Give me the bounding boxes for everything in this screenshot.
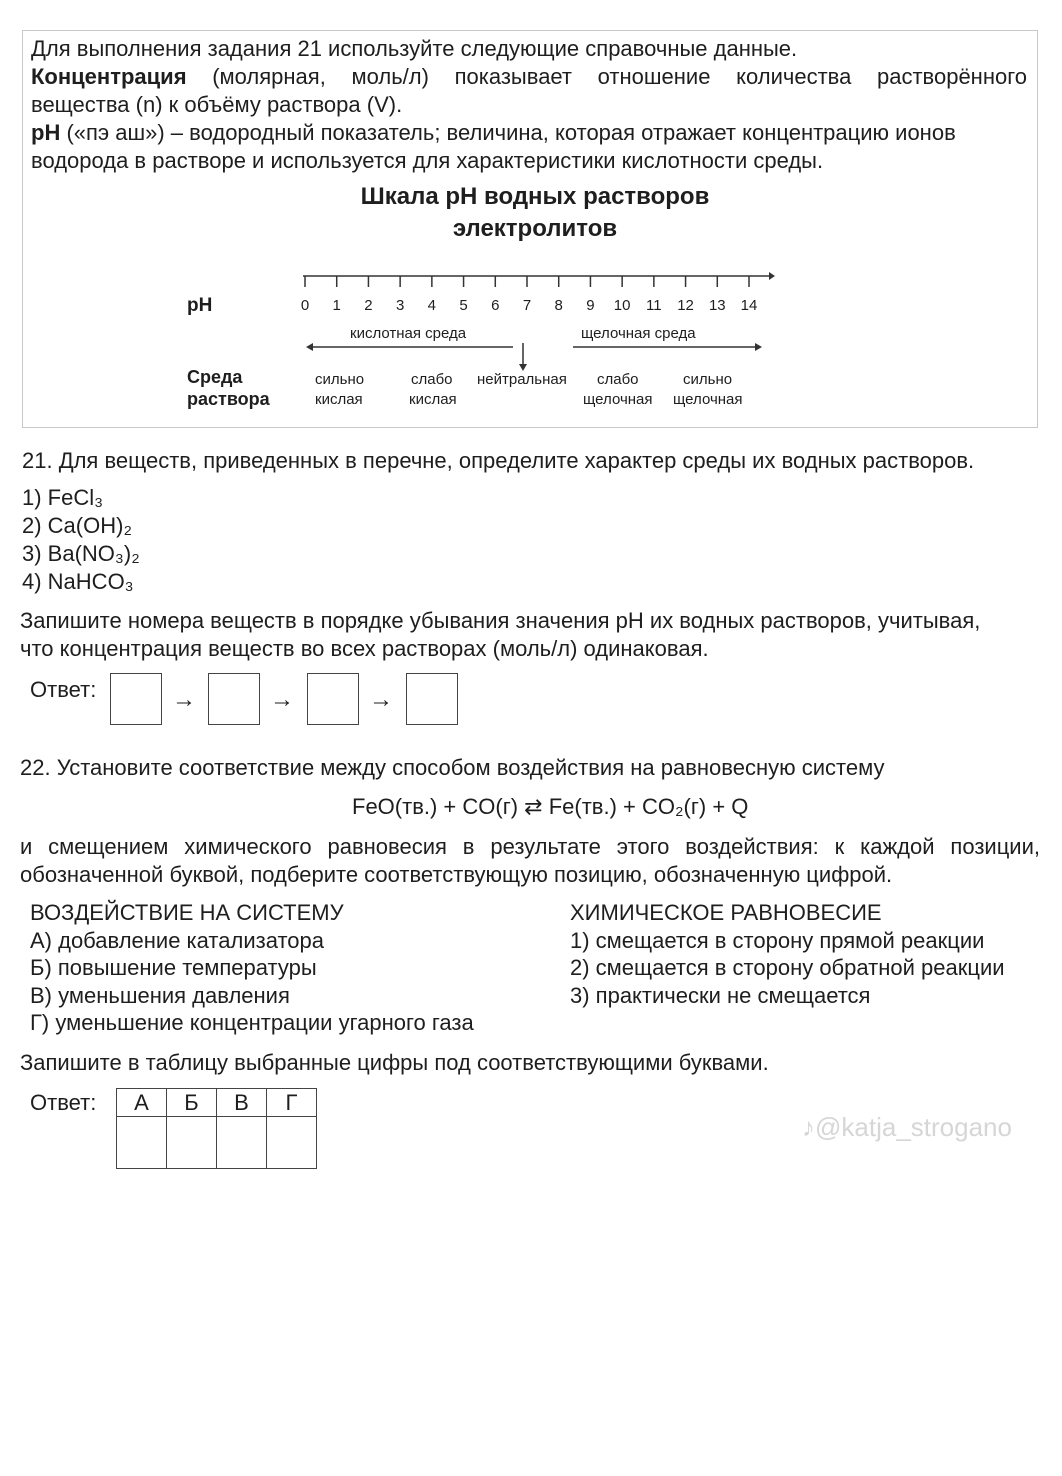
- answer-cell-a[interactable]: [117, 1117, 167, 1169]
- reference-intro: Для выполнения задания 21 используйте следующие справочные данные.: [31, 36, 798, 61]
- ph-tick-label: 3: [395, 297, 405, 314]
- ph-tick-label: 13: [708, 297, 726, 314]
- task21-item-1: 1) FeCl₃: [22, 485, 104, 510]
- ph-tick-label: 5: [459, 297, 468, 314]
- weak-acid-label-1: слабо: [411, 371, 453, 388]
- task21-answer-box-4[interactable]: [406, 673, 458, 725]
- right-item-1: 1) смещается в сторону прямой реакции: [570, 928, 985, 953]
- concentration-text: (молярная, моль/л) показывает отношение количества растворённого: [186, 64, 1027, 89]
- task21-answer-label: Ответ:: [30, 677, 97, 702]
- concentration-term: Концентрация: [31, 64, 187, 89]
- left-column-header: ВОЗДЕЙСТВИЕ НА СИСТЕМУ: [30, 900, 344, 925]
- weak-acid-label-2: кислая: [409, 391, 457, 408]
- answer-table-header-a: А: [117, 1089, 167, 1117]
- right-column-header: ХИМИЧЕСКОЕ РАВНОВЕСИЕ: [570, 900, 882, 925]
- task21-item-2: 2) Ca(OH)₂: [22, 513, 132, 538]
- scale-title-line2: электролитов: [452, 215, 618, 242]
- ph-tick-label: 0: [300, 297, 310, 314]
- acid-medium-label: кислотная среда: [350, 325, 467, 342]
- strong-alkaline-label-1: сильно: [683, 371, 733, 388]
- medium-label-line1: Среда: [187, 367, 243, 387]
- ph-definition-cont: водорода в растворе и используется для характеристики кислотности среды.: [31, 148, 824, 173]
- alkaline-arrowhead: [755, 343, 762, 351]
- task22-instruction-line1: и смещением химического равновесия в результате этого воздействия: к каждой позиции,: [20, 834, 1040, 859]
- task22-answer-table: [116, 1088, 317, 1169]
- ph-tick-label: 10: [613, 297, 631, 314]
- ph-text: («пэ аш») – водородный показатель; величина, которая отражает концентрацию ионов: [60, 120, 956, 145]
- answer-table-header-g: Г: [267, 1089, 317, 1117]
- ph-tick-label: 12: [677, 297, 694, 314]
- task21-item-3: 3) Ba(NO₃)₂: [22, 541, 140, 566]
- ph-tick-label: 11: [646, 297, 662, 314]
- ph-tick-label: 6: [491, 297, 500, 314]
- right-item-3: 3) практически не смещается: [570, 983, 871, 1008]
- answer-cell-g[interactable]: [267, 1117, 317, 1169]
- ph-tick-label: 4: [427, 297, 437, 314]
- ph-term: pH: [31, 120, 61, 145]
- neutral-marker-arrowhead: [519, 364, 527, 371]
- watermark-text: @katja_strogano: [815, 1112, 1012, 1142]
- task22-answer-label: Ответ:: [30, 1090, 97, 1115]
- strong-acid-label-1: сильно: [315, 371, 365, 388]
- ph-axis-label: pH: [187, 295, 213, 316]
- task22-table-instruction: Запишите в таблицу выбранные цифры под соответствующими буквами.: [20, 1050, 769, 1075]
- left-item-v: В) уменьшения давления: [30, 983, 290, 1008]
- ph-scale-axis-arrowhead: [769, 272, 775, 280]
- answer-table-header-v: В: [217, 1089, 267, 1117]
- answer-arrow-3: →: [369, 686, 393, 713]
- ph-tick-label: 8: [554, 297, 563, 314]
- ph-tick-label: 1: [332, 297, 341, 314]
- medium-label-line2: раствора: [187, 389, 270, 409]
- watermark: [802, 1112, 1012, 1143]
- scale-title-line1: Шкала pH водных растворов: [360, 183, 710, 210]
- answer-cell-v[interactable]: [217, 1117, 267, 1169]
- task21-item-4: 4) NaHCO₃: [22, 569, 134, 594]
- strong-acid-label-2: кислая: [315, 391, 363, 408]
- ph-tick-label: 7: [522, 297, 532, 314]
- left-item-b: Б) повышение температуры: [30, 955, 317, 980]
- left-item-a: А) добавление катализатора: [30, 928, 324, 953]
- acid-arrowhead: [306, 343, 313, 351]
- reference-box: [22, 30, 1038, 428]
- ph-scale-ticks: [305, 276, 749, 287]
- task21-instruction-line1: Запишите номера веществ в порядке убывания значения pH их водных растворов, учитывая,: [20, 608, 981, 633]
- weak-alkaline-label-1: слабо: [597, 371, 639, 388]
- answer-table-header-row: [117, 1089, 317, 1117]
- task22-question: 22. Установите соответствие между способом воздействия на равновесную систему: [20, 755, 885, 780]
- task21-instruction-line2: что концентрация веществ во всех растворах (моль/л) одинаковая.: [20, 636, 709, 661]
- task21-answer-box-3[interactable]: [307, 673, 359, 725]
- answer-table-header-b: Б: [167, 1089, 217, 1117]
- concentration-definition-cont: вещества (n) к объёму раствора (V).: [31, 92, 403, 117]
- weak-alkaline-label-2: щелочная: [583, 391, 653, 408]
- task22-instruction-line2: обозначенной буквой, подберите соответствующую позицию, обозначенную цифрой.: [20, 862, 893, 887]
- task21-answer-box-2[interactable]: [208, 673, 260, 725]
- answer-table-input-row: [117, 1117, 317, 1169]
- task21-question: 21. Для веществ, приведенных в перечне, определите характер среды их водных растворов.: [22, 448, 975, 473]
- right-item-2: 2) смещается в сторону обратной реакции: [570, 955, 1005, 980]
- strong-alkaline-label-2: щелочная: [673, 391, 743, 408]
- task21-answer-box-1[interactable]: [110, 673, 162, 725]
- task22-equation: FeO(тв.) + CO(г) ⇄ Fe(тв.) + CO₂(г) + Q: [352, 794, 749, 819]
- alkaline-medium-label: щелочная среда: [581, 325, 696, 342]
- neutral-label: нейтральная: [477, 371, 567, 388]
- ph-tick-label: 14: [740, 297, 758, 314]
- answer-arrow-2: →: [270, 686, 294, 713]
- ph-tick-label: 9: [586, 297, 595, 314]
- left-item-g: Г) уменьшение концентрации угарного газа: [30, 1010, 474, 1035]
- answer-cell-b[interactable]: [167, 1117, 217, 1169]
- answer-arrow-1: →: [172, 686, 196, 713]
- ph-tick-label: 2: [364, 297, 373, 314]
- tiktok-icon: ♪: [802, 1112, 815, 1142]
- ph-scale-graphic: [23, 31, 1037, 427]
